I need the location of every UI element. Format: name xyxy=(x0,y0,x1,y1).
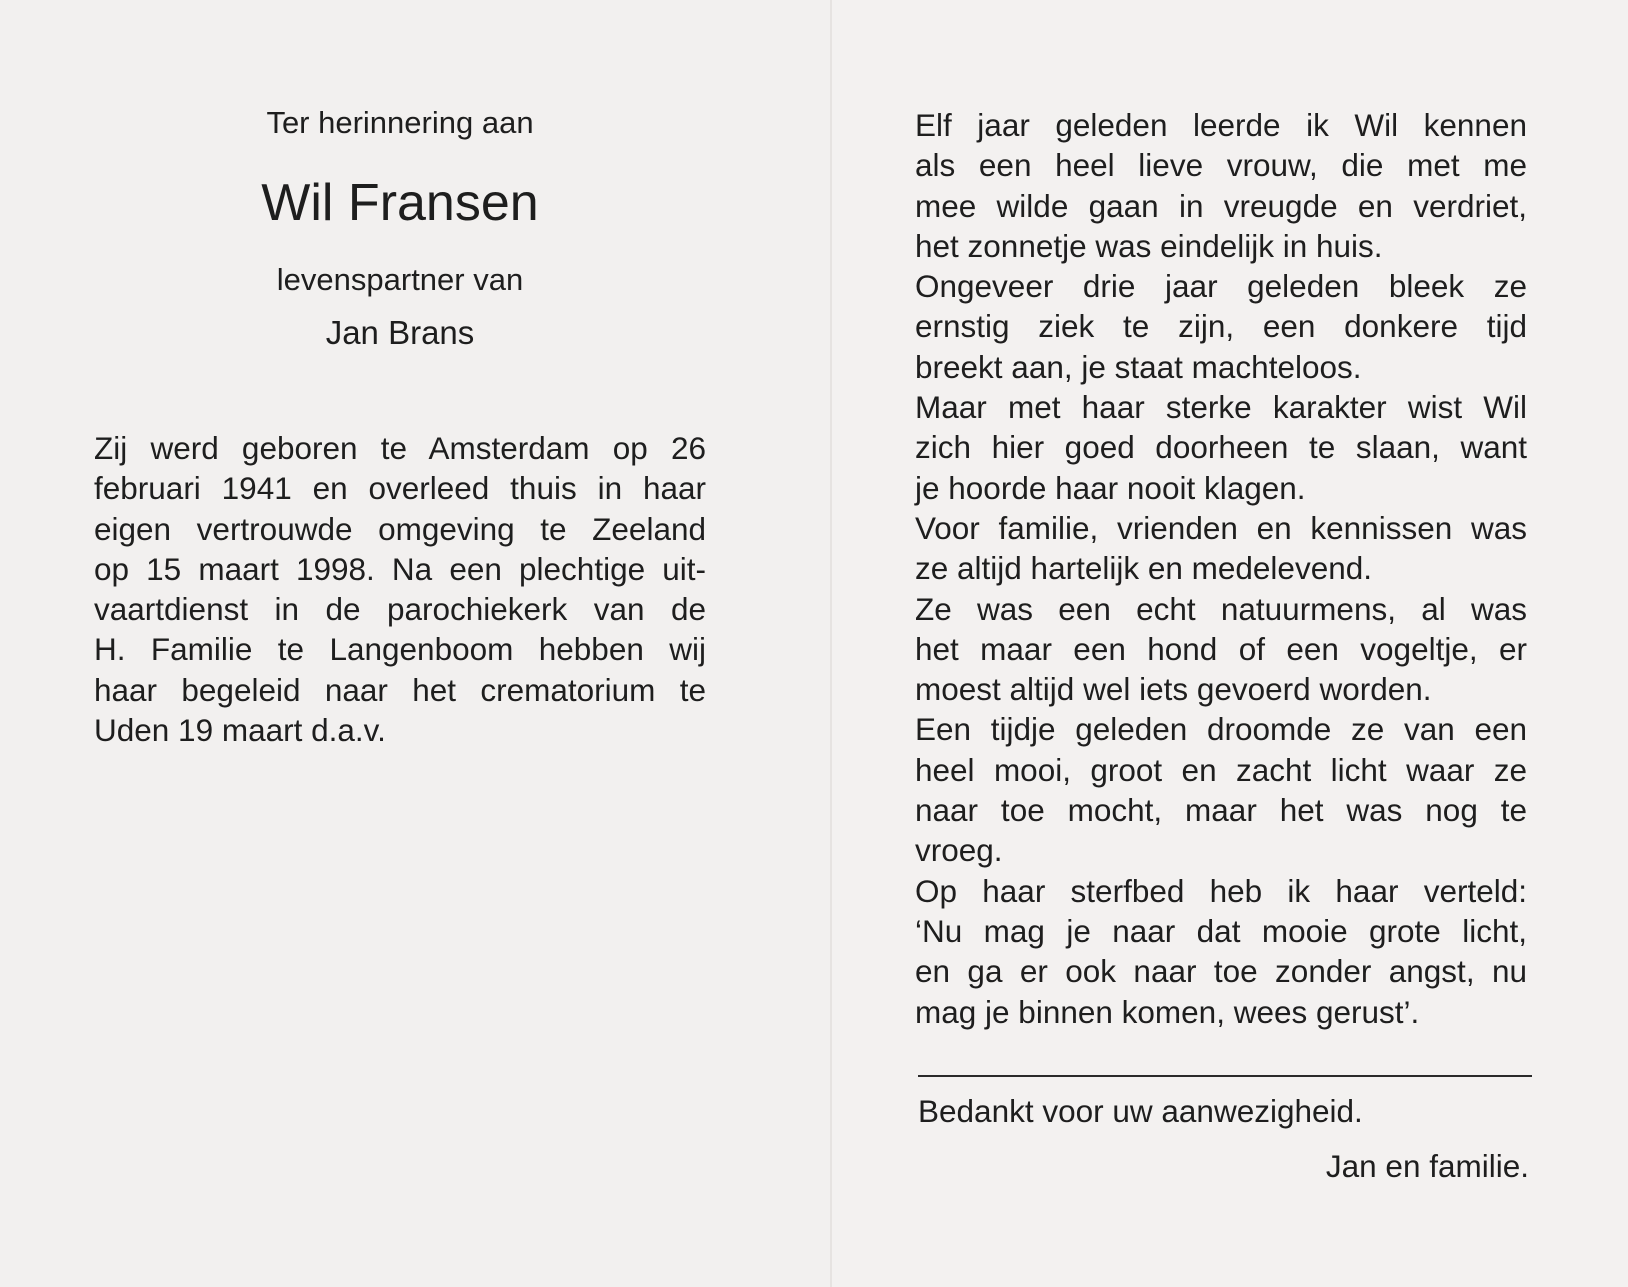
tribute-line: breekt aan, je staat machteloos. xyxy=(915,348,1362,385)
tribute-line: ze altijd hartelijk en medelevend. xyxy=(915,550,1373,587)
partner-name: Jan Brans xyxy=(325,314,475,351)
biography-line: op 15 maart 1998. Na een plechtige uit- xyxy=(94,550,706,587)
tribute-line: Voor familie, vrienden en kennissen was xyxy=(915,509,1527,546)
tribute-line: ‘Nu mag je naar dat mooie grote licht, xyxy=(915,912,1527,949)
tribute-line: vroeg. xyxy=(915,832,1003,869)
signature-text: Jan en familie. xyxy=(1325,1148,1529,1184)
tribute-line: het maar een hond of een vogeltje, er xyxy=(915,630,1527,667)
tribute-line: je hoorde haar nooit klagen. xyxy=(915,469,1306,506)
tribute-line: heel mooi, groot en zacht licht waar ze xyxy=(915,751,1527,788)
biography-line: februari 1941 en overleed thuis in haar xyxy=(94,470,706,507)
biography-line: vaartdienst in de parochiekerk van de xyxy=(94,591,706,628)
tribute-line: ernstig ziek te zijn, een donkere tijd xyxy=(915,308,1527,345)
biography-line: eigen vertrouwde omgeving te Zeeland xyxy=(94,510,706,547)
tribute-line: en ga er ook naar toe zonder angst, nu xyxy=(915,953,1527,990)
tribute-line: Elf jaar geleden leerde ik Wil kennen xyxy=(915,107,1527,143)
tribute-line: Een tijdje geleden droomde ze van een xyxy=(915,711,1527,748)
tribute-line: Ongeveer drie jaar geleden bleek ze xyxy=(915,268,1527,305)
tribute-line: als een heel lieve vrouw, die met me xyxy=(915,147,1527,184)
tribute-line: Maar met haar sterke karakter wist Wil xyxy=(915,389,1527,426)
deceased-name: Wil Fransen xyxy=(261,174,539,232)
tribute-line: Ze was een echt natuurmens, al was xyxy=(915,590,1527,627)
biography-line: Zij werd geboren te Amsterdam op 26 xyxy=(94,430,706,466)
tribute-line: Op haar sterfbed heb ik haar verteld: xyxy=(915,872,1527,909)
intro-text: Ter herinnering aan xyxy=(266,105,534,140)
biography-line: Uden 19 maart d.a.v. xyxy=(94,712,386,749)
tribute-text xyxy=(915,105,1527,1032)
thanks-text: Bedankt voor uw aanwezigheid. xyxy=(918,1093,1363,1129)
tribute-line: zich hier goed doorheen te slaan, want xyxy=(915,429,1527,466)
tribute-line: mee wilde gaan in vreugde en verdriet, xyxy=(915,187,1527,224)
tribute-line: mag je binnen komen, wees gerust’. xyxy=(915,993,1420,1030)
tribute-line: naar toe mocht, maar het was nog te xyxy=(915,792,1527,829)
biography-line: haar begeleid naar het crematorium te xyxy=(94,671,706,708)
relation-text: levenspartner van xyxy=(276,262,524,297)
tribute-line: het zonnetje was eindelijk in huis. xyxy=(915,227,1383,264)
biography-line: H. Familie te Langenboom hebben wij xyxy=(94,631,706,668)
tribute-line: moest altijd wel iets gevoerd worden. xyxy=(915,671,1432,708)
divider-line xyxy=(918,1075,1532,1077)
biography xyxy=(94,428,706,750)
